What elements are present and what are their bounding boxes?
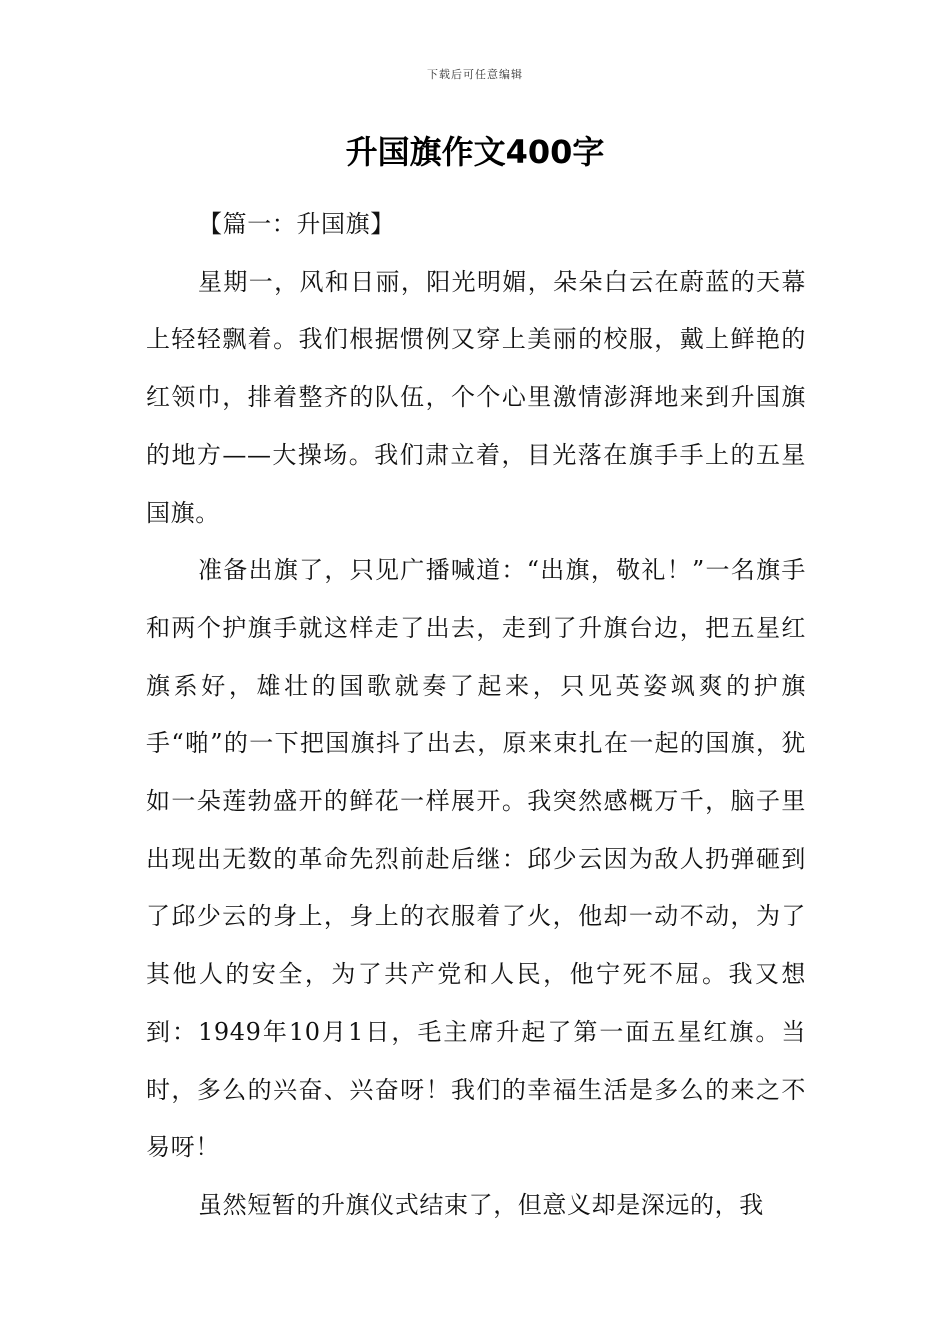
paragraph-2: 准备出旗了，只见广播喊道：“出旗，敬礼！”一名旗手和两个护旗手就这样走了出去，走到了升旗台边，把五星红旗系好，雄壮的国歌就奏了起来，只见英姿飒爽的护旗手“啪”的一下把国旗抖了出去，原来束扎在一起的国旗，犹如一朵莲勃盛开的鲜花一样展开。我突然感概万千，脑子里出现出无数的革命先烈前赴后继：邱少云因为敌人扔弹砸到了邱少云的身上，身上的衣服着了火，他却一动不动，为了其他人的安全，为了共产党和人民，他宁死不屈。我又想到：1949年10月1日，毛主席升起了第一面五星红旗。当时，多么的兴奋、兴奋呀！我们的幸福生活是多么的来之不易呀！ (146, 556, 806, 1162)
document-title: 升国旗作文400字 (345, 133, 605, 171)
section-heading: 【篇一：升国旗】 (198, 210, 395, 238)
document-body (146, 196, 806, 1235)
paragraph-3: 虽然短暂的升旗仪式结束了，但意义却是深远的，我 (198, 1190, 764, 1219)
paragraph-1: 星期一，风和日丽，阳光明媚，朵朵白云在蔚蓝的天幕上轻轻飘着。我们根据惯例又穿上美丽的校服，戴上鲜艳的红领巾，排着整齐的队伍，个个心里激情澎湃地来到升国旗的地方——大操场。我们肃立着，目光落在旗手手上的五星国旗。 (146, 267, 806, 527)
header-note: 下载后可任意编辑 (427, 68, 523, 81)
